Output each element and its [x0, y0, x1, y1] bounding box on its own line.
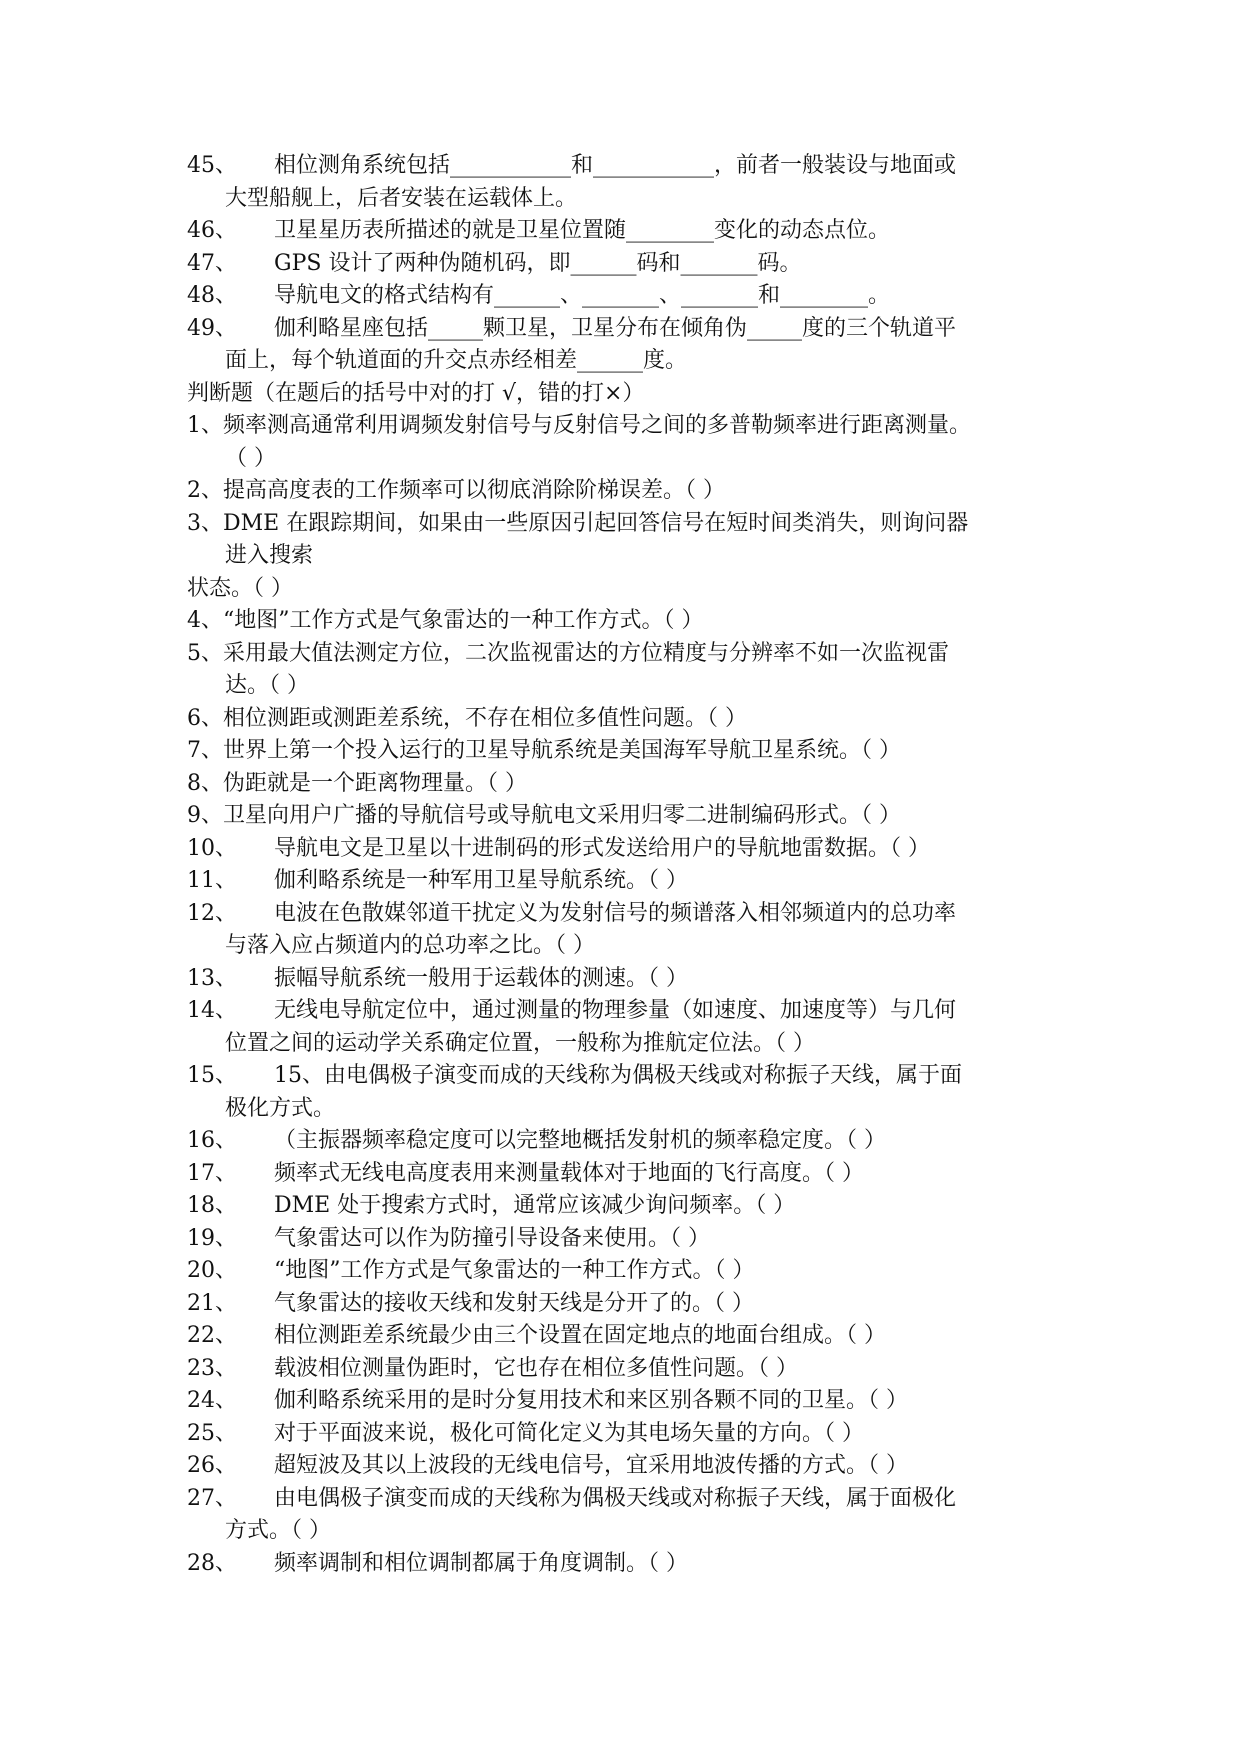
question-number: 6、 — [187, 705, 223, 731]
question-number: 10、 — [187, 835, 237, 861]
question-number: 8、 — [187, 770, 223, 796]
fill-question-45 — [187, 150, 1067, 183]
question-number: 28、 — [187, 1550, 237, 1576]
fill-question-46 — [187, 215, 1067, 248]
judge-question-2 — [187, 475, 1067, 508]
judge-question-6 — [187, 703, 1067, 736]
question-text: 伽利略系统采用的是时分复用技术和来区别各颗不同的卫星。（ ） — [274, 1388, 908, 1413]
judge-question-26 — [187, 1450, 1067, 1483]
question-continuation: 极化方式。 — [225, 1095, 336, 1121]
question-text: 相位测距或测距差系统，不存在相位多值性问题。（ ） — [223, 705, 747, 731]
question-number: 18、 — [187, 1193, 237, 1218]
question-continuation: 位置之间的运动学关系确定位置，一般称为推航定位法。（ ） — [225, 1030, 815, 1056]
question-continuation: 进入搜索 — [225, 543, 314, 568]
question-text: 无线电导航定位中，通过测量的物理参量（如速度、加速度等）与几何 — [274, 998, 957, 1023]
answer-bracket: （ ） — [225, 445, 276, 471]
question-continuation: 与落入应占频道内的总功率之比。（ ） — [225, 933, 595, 958]
question-text: 伪距就是一个距离物理量。（ ） — [223, 770, 527, 796]
judge-question-8 — [187, 768, 1067, 801]
question-number: 27、 — [187, 1485, 237, 1511]
judge-question-19 — [187, 1223, 1067, 1256]
judge-question-20 — [187, 1255, 1067, 1288]
question-text: 伽利略系统是一种军用卫星导航系统。（ ） — [274, 868, 688, 893]
judge-question-23 — [187, 1353, 1067, 1386]
question-text: 相位测距差系统最少由三个设置在固定地点的地面台组成。（ ） — [274, 1323, 886, 1348]
question-text: 采用最大值法测定方位，二次监视雷达的方位精度与分辨率不如一次监视雷 — [223, 640, 950, 666]
question-text: 卫星向用户广播的导航信号或导航电文采用归零二进制编码形式。（ ） — [223, 803, 901, 828]
question-number: 22、 — [187, 1323, 237, 1348]
judge-question-25 — [187, 1418, 1067, 1451]
question-number: 21、 — [187, 1290, 237, 1316]
judge-question-9 — [187, 800, 1067, 833]
question-number: 16、 — [187, 1128, 237, 1153]
judge-question-28 — [187, 1548, 1067, 1581]
question-text: 振幅导航系统一般用于运载体的测速。（ ） — [274, 965, 688, 991]
question-text: DME 处于搜索方式时，通常应该减少询问频率。（ ） — [274, 1193, 796, 1218]
question-text: 电波在色散媒邻道干扰定义为发射信号的频谱落入相邻频道内的总功率 — [274, 900, 957, 926]
judge-question-4 — [187, 605, 1067, 638]
section-title: 判断题（在题后的括号中对的打 √，错的打×） — [187, 380, 645, 406]
question-text: GPS 设计了两种伪随机码，即______码和_______码。 — [274, 250, 802, 276]
judge-question-13 — [187, 963, 1067, 996]
judge-question-22 — [187, 1320, 1067, 1353]
question-continuation: 状态。（ ） — [187, 575, 293, 601]
question-text: 由电偶极子演变而成的天线称为偶极天线或对称振子天线，属于面极化 — [274, 1485, 957, 1511]
question-number: 26、 — [187, 1453, 237, 1478]
question-text: 超短波及其以上波段的无线电信号，宜采用地波传播的方式。（ ） — [274, 1453, 908, 1478]
judge-question-14 — [187, 995, 1067, 1028]
question-number: 47、 — [187, 250, 237, 276]
question-text: 气象雷达的接收天线和发射天线是分开了的。（ ） — [274, 1290, 754, 1316]
question-number: 24、 — [187, 1388, 237, 1413]
fill-question-48 — [187, 280, 1067, 313]
question-number: 1、 — [187, 413, 223, 438]
judge-question-27 — [187, 1483, 1067, 1516]
judge-question-10 — [187, 833, 1067, 866]
question-text: 伽利略星座包括_____颗卫星，卫星分布在倾角伪_____度的三个轨道平 — [274, 315, 957, 341]
question-number: 15、 — [187, 1063, 237, 1088]
judge-question-17 — [187, 1158, 1067, 1191]
question-number: 19、 — [187, 1225, 237, 1251]
question-text: （主振器频率稳定度可以完整地概括发射机的频率稳定度。（ ） — [274, 1128, 886, 1153]
judge-question-16 — [187, 1125, 1067, 1158]
judge-question-24 — [187, 1385, 1067, 1418]
question-text: 15、由电偶极子演变而成的天线称为偶极天线或对称振子天线，属于面 — [274, 1063, 962, 1088]
question-number: 49、 — [187, 315, 237, 341]
question-number: 17、 — [187, 1160, 237, 1186]
question-number: 14、 — [187, 998, 237, 1023]
question-text: 频率测高通常利用调频发射信号与反射信号之间的多普勒频率进行距离测量。 — [223, 413, 972, 438]
question-number: 12、 — [187, 900, 237, 926]
question-text: 频率调制和相位调制都属于角度调制。（ ） — [274, 1550, 688, 1576]
question-number: 23、 — [187, 1355, 237, 1381]
question-text: “地图”工作方式是气象雷达的一种工作方式。（ ） — [223, 608, 704, 633]
question-text: 世界上第一个投入运行的卫星导航系统是美国海军导航卫星系统。（ ） — [223, 738, 901, 763]
question-number: 11、 — [187, 868, 237, 893]
question-number: 20、 — [187, 1258, 237, 1283]
question-continuation: 大型船舰上，后者安装在运载体上。 — [225, 185, 578, 211]
question-number: 5、 — [187, 640, 223, 666]
question-text: 导航电文是卫星以十进制码的形式发送给用户的导航地雷数据。（ ） — [274, 835, 930, 861]
question-number: 9、 — [187, 803, 223, 828]
judge-question-7 — [187, 735, 1067, 768]
question-continuation: 达。（ ） — [225, 673, 309, 698]
question-number: 48、 — [187, 283, 237, 308]
judge-question-5 — [187, 638, 1067, 671]
judge-question-15 — [187, 1060, 1067, 1093]
fill-question-47 — [187, 248, 1067, 281]
question-number: 25、 — [187, 1420, 237, 1446]
question-number: 3、 — [187, 510, 223, 536]
question-text: 频率式无线电高度表用来测量载体对于地面的飞行高度。（ ） — [274, 1160, 864, 1186]
judge-question-1 — [187, 410, 1067, 443]
question-number: 2、 — [187, 478, 223, 503]
question-number: 7、 — [187, 738, 223, 763]
judge-question-11 — [187, 865, 1067, 898]
question-number: 46、 — [187, 218, 237, 243]
fill-question-49 — [187, 313, 1067, 346]
question-number: 45、 — [187, 153, 237, 178]
question-text: 提高高度表的工作频率可以彻底消除阶梯误差。（ ） — [223, 478, 725, 503]
question-text: 卫星星历表所描述的就是卫星位置随________变化的动态点位。 — [274, 218, 891, 243]
question-text: 气象雷达可以作为防撞引导设备来使用。（ ） — [274, 1225, 710, 1251]
question-continuation: 面上，每个轨道面的升交点赤经相差______度。 — [225, 348, 688, 373]
exam-content — [187, 150, 1067, 1580]
judge-question-3 — [187, 508, 1067, 541]
question-text: 导航电文的格式结构有______、_______、_______和________。 — [274, 283, 891, 308]
question-text: DME 在跟踪期间，如果由一些原因引起回答信号在短时间类消失，则询问器 — [223, 510, 969, 536]
question-continuation: 方式。（ ） — [225, 1518, 331, 1543]
question-number: 4、 — [187, 608, 223, 633]
question-text: 载波相位测量伪距时，它也存在相位多值性问题。（ ） — [274, 1355, 798, 1381]
judge-question-12 — [187, 898, 1067, 931]
judge-question-21 — [187, 1288, 1067, 1321]
judge-question-18 — [187, 1190, 1067, 1223]
question-text: 对于平面波来说，极化可简化定义为其电场矢量的方向。（ ） — [274, 1420, 864, 1446]
question-text: 相位测角系统包括___________和___________，前者一般装设与地面或 — [274, 153, 957, 178]
question-number: 13、 — [187, 965, 237, 991]
question-text: “地图”工作方式是气象雷达的一种工作方式。（ ） — [274, 1258, 755, 1283]
